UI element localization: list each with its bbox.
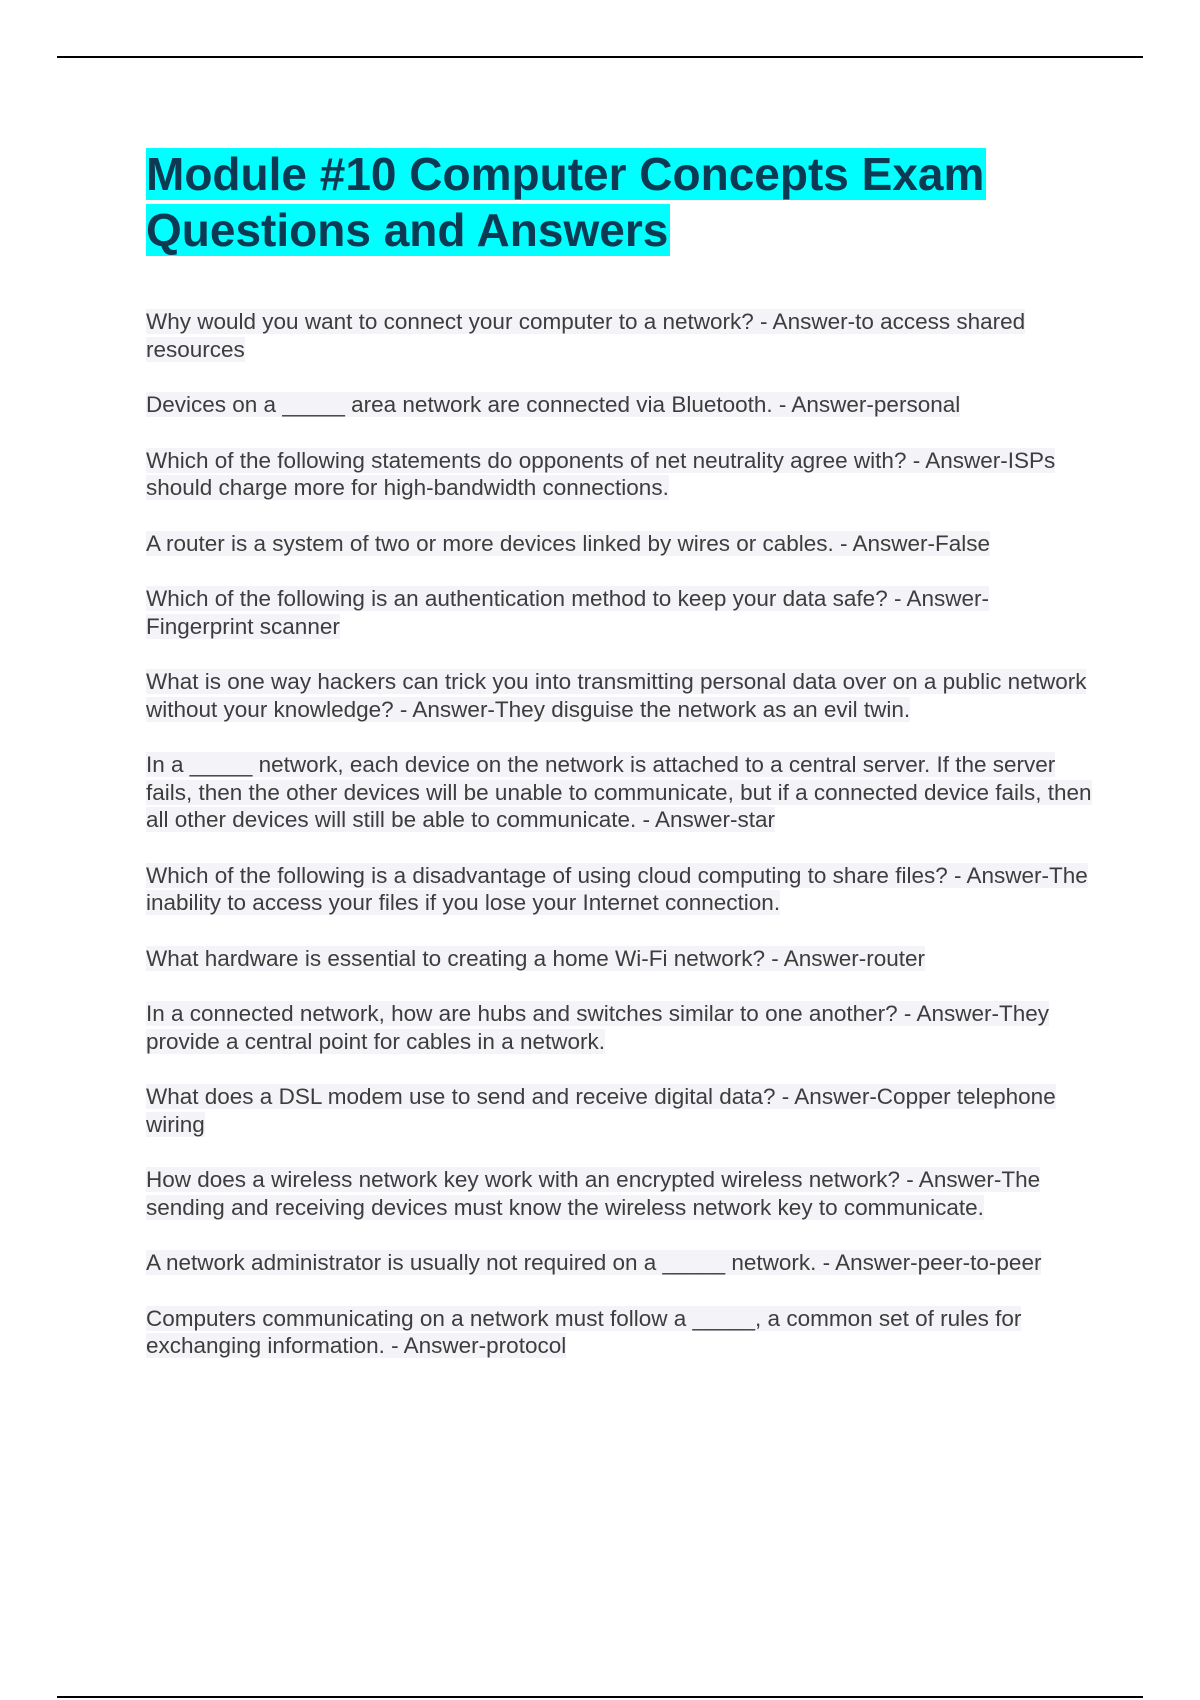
bottom-divider [57,1696,1143,1698]
qa-text: Which of the following statements do opponents of net neutrality agree with? - Answer-ISPs should charge more for high-bandwidth connections. [146,447,1056,500]
qa-item [146,862,1096,917]
qa-item [146,668,1096,723]
qa-item [146,530,1096,558]
qa-text: What is one way hackers can trick you into transmitting personal data over on a public network without your knowledge? - Answer-They disguise the network as an evil twin. [146,669,1087,722]
qa-text: A router is a system of two or more devices linked by wires or cables. - Answer-False [146,530,991,556]
document-body [146,146,1096,1388]
qa-text: Which of the following is a disadvantage of using cloud computing to share files? - Answer-The inability to access your files if you lose your Internet connection. [146,862,1088,915]
qa-text: What does a DSL modem use to send and receive digital data? - Answer-Copper telephone wiring [146,1084,1056,1137]
top-divider [57,56,1143,58]
qa-item [146,945,1096,973]
qa-item [146,1249,1096,1277]
qa-text: A network administrator is usually not required on a _____ network. - Answer-peer-to-peer [146,1250,1042,1275]
qa-text: Why would you want to connect your computer to a network? - Answer-to access shared resources [146,309,1026,362]
qa-text: Which of the following is an authentication method to keep your data safe? - Answer-Fingerprint scanner [146,586,989,639]
qa-text: Devices on a _____ area network are connected via Bluetooth. - Answer-personal [146,392,961,417]
qa-text: How does a wireless network key work with an encrypted wireless network? - Answer-The sending and receiving devices must know the wireless network key to communicate. [146,1167,1041,1220]
qa-item [146,1166,1096,1221]
qa-item [146,391,1096,419]
qa-item [146,308,1096,363]
page-title [146,146,1056,258]
qa-item [146,751,1096,834]
qa-text: Computers communicating on a network must follow a _____, a common set of rules for exchanging information. - Answer-protocol [146,1305,1022,1358]
qa-item [146,1000,1096,1055]
page-title-text: Module #10 Computer Concepts Exam Questions and Answers [146,148,985,256]
qa-text: In a _____ network, each device on the network is attached to a central server. If the server fails, then the other devices will be unable to communicate, but if a connected device fails, then all other devices will still be able to communicate. - Answer-star [146,752,1092,832]
qa-text: What hardware is essential to creating a home Wi-Fi network? - Answer-router [146,945,926,971]
qa-item [146,1305,1096,1360]
qa-list [146,308,1096,1360]
qa-item [146,585,1096,640]
qa-text: In a connected network, how are hubs and switches similar to one another? - Answer-They provide a central point for cables in a network. [146,1001,1049,1054]
qa-item [146,447,1096,502]
qa-item [146,1083,1096,1138]
